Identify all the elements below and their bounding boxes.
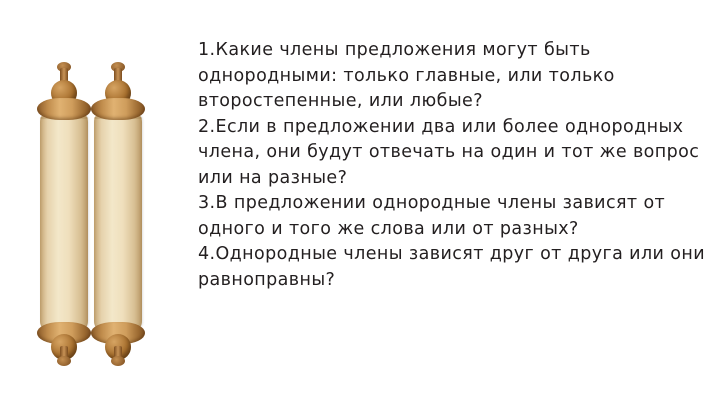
questions-text-block xyxy=(198,38,706,293)
scroll-paper xyxy=(94,114,142,329)
question-item: 3.В предложении однородные члены зависят от одного и того же слова или от разных? xyxy=(198,193,666,239)
scroll-paper xyxy=(40,114,88,329)
scroll-illustration xyxy=(28,84,178,364)
question-item: 4.Однородные члены зависят друг от друга или они равноправны? xyxy=(198,244,706,290)
question-item: 2.Если в предложении два или более однородных члена, они будут отвечать на один и тот же вопрос или на разные? xyxy=(198,116,700,188)
scroll-right xyxy=(90,84,146,364)
scroll-cap-top-icon xyxy=(37,98,91,120)
scroll-finial-tip-bottom-icon xyxy=(111,356,125,366)
scroll-left xyxy=(36,84,92,364)
question-item: 1.Какие члены предложения могут быть однородными: только главные, или только второстепенные, или любые? xyxy=(198,40,615,111)
scroll-finial-tip-bottom-icon xyxy=(57,356,71,366)
scroll-cap-top-icon xyxy=(91,98,145,120)
